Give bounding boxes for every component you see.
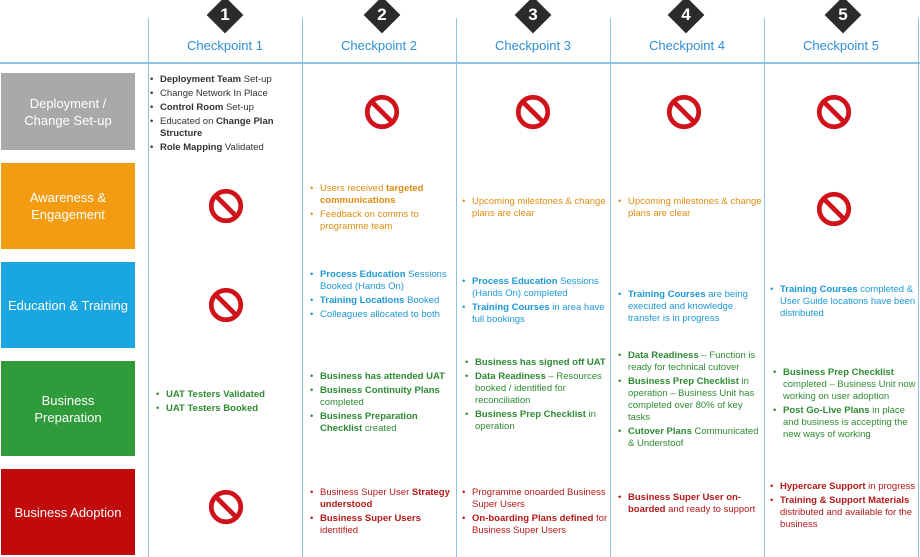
- bullet-emphasis: Data Readiness: [475, 371, 546, 382]
- bullet-text: Users received: [320, 183, 386, 194]
- bullet-text: – Resources booked / identified for reconciliation: [475, 371, 602, 406]
- cell-adoption-cp4: [618, 492, 762, 518]
- bullet-item: [618, 492, 762, 516]
- bullet-emphasis: Cutover Plans: [628, 426, 692, 437]
- bullet-emphasis: Business Continuity Plans: [320, 385, 440, 396]
- checkpoint-number: 4: [681, 5, 691, 24]
- cell-preparation-cp2: [310, 371, 456, 437]
- bullet-item: [156, 389, 302, 401]
- cell-adoption-cp2: [310, 487, 456, 539]
- bullet-list: [770, 481, 916, 531]
- bullet-text: Upcoming milestones & change plans are clear: [628, 196, 762, 219]
- bullet-list: [310, 183, 456, 233]
- bullet-list: [773, 367, 916, 441]
- bullet-emphasis: Business Super Users: [320, 513, 421, 524]
- column-divider: [148, 18, 149, 557]
- bullet-item: [150, 102, 300, 114]
- bullet-item: [310, 209, 456, 233]
- bullet-emphasis: UAT Testers Validated: [166, 389, 265, 400]
- cell-preparation-cp4: [618, 350, 762, 452]
- bullet-item: [770, 481, 916, 493]
- bullet-list: [310, 371, 456, 435]
- bullet-list: [310, 269, 456, 321]
- bullet-item: [618, 350, 762, 374]
- bullet-item: [310, 371, 456, 383]
- row-label-business-preparation: Business Preparation: [1, 361, 135, 456]
- cell-preparation-cp3: [465, 357, 608, 435]
- bullet-item: [310, 487, 456, 511]
- bullet-text: Sessions (Hands On) completed: [472, 276, 599, 299]
- checkpoint-number: 3: [528, 5, 538, 24]
- checkpoint-title: Checkpoint 4: [649, 38, 725, 53]
- bullet-text: Change Network In Place: [160, 88, 268, 99]
- bullet-emphasis: targeted communications: [320, 183, 424, 206]
- bullet-list: [310, 487, 456, 537]
- bullet-text: in area have full bookings: [472, 302, 605, 325]
- bullet-item: [310, 295, 456, 307]
- bullet-text: Feedback on comms to programme team: [320, 209, 419, 232]
- cell-preparation-cp5: [773, 367, 916, 443]
- cell-preparation-cp1: [156, 389, 302, 417]
- bullet-text: in operation: [475, 409, 596, 432]
- bullet-item: [770, 495, 916, 531]
- cell-awareness-cp2: [310, 183, 456, 235]
- bullet-emphasis: Business Prep Checklist: [628, 376, 739, 387]
- bullet-emphasis: Strategy understood: [320, 487, 450, 510]
- bullet-item: [773, 405, 916, 441]
- bullet-emphasis: Process Education: [472, 276, 558, 287]
- bullet-text: for Business Super Users: [472, 513, 608, 536]
- checkpoint-number: 2: [377, 5, 387, 24]
- bullet-emphasis: On-boarding Plans defined: [472, 513, 594, 524]
- bullet-text: Communicated & Understoof: [628, 426, 759, 449]
- prohibited-icon: [815, 190, 853, 228]
- bullet-emphasis: Business Preparation Checklist: [320, 411, 418, 434]
- bullet-emphasis: UAT Testers Booked: [166, 403, 259, 414]
- bullet-item: [150, 74, 300, 86]
- bullet-item: [150, 142, 300, 154]
- bullet-item: [462, 196, 608, 220]
- bullet-text: Programme onoarded Business Super Users: [472, 487, 606, 510]
- checkpoint-title: Checkpoint 3: [495, 38, 571, 53]
- bullet-text: Booked: [404, 295, 440, 306]
- bullet-emphasis: Business Prep Checklist: [783, 367, 894, 378]
- bullet-emphasis: Data Readiness: [628, 350, 699, 361]
- bullet-item: [150, 88, 300, 100]
- bullet-list: [618, 196, 762, 220]
- bullet-emphasis: Role Mapping: [160, 142, 223, 153]
- bullet-item: [462, 302, 608, 326]
- bullet-emphasis: Business has signed off UAT: [475, 357, 606, 368]
- bullet-item: [465, 357, 608, 369]
- column-divider: [610, 18, 611, 557]
- bullet-item: [310, 513, 456, 537]
- prohibited-icon: [207, 488, 245, 526]
- bullet-text: Upcoming milestones & change plans are clear: [472, 196, 606, 219]
- bullet-item: [462, 276, 608, 300]
- bullet-item: [310, 385, 456, 409]
- prohibited-icon: [363, 93, 401, 131]
- column-divider: [302, 18, 303, 557]
- cell-adoption-cp5: [770, 481, 916, 533]
- bullet-text: Set-up: [241, 74, 272, 85]
- bullet-item: [310, 309, 456, 321]
- column-divider: [764, 18, 765, 557]
- bullet-emphasis: Business Prep Checklist: [475, 409, 586, 420]
- bullet-text: created: [362, 423, 397, 434]
- bullet-emphasis: Training & Support Materials: [780, 495, 910, 506]
- bullet-emphasis: Training Courses: [780, 284, 858, 295]
- bullet-text: completed: [320, 397, 364, 408]
- bullet-text: Educated on: [160, 116, 216, 127]
- bullet-list: [465, 357, 608, 433]
- cell-education-cp3: [462, 276, 608, 328]
- bullet-text: and ready to support: [665, 504, 756, 515]
- bullet-text: are being executed and knowledge transfer is in progress: [628, 289, 748, 324]
- bullet-list: [462, 276, 608, 326]
- bullet-text: completed & User Guide locations have been distributed: [780, 284, 916, 319]
- cell-deployment-cp1: [150, 74, 300, 156]
- cell-education-cp2: [310, 269, 456, 323]
- bullet-item: [156, 403, 302, 415]
- bullet-emphasis: Change Plan Structure: [160, 116, 274, 139]
- bullet-emphasis: Training Locations: [320, 295, 405, 306]
- column-divider: [918, 18, 919, 557]
- bullet-emphasis: Training Courses: [628, 289, 706, 300]
- checkpoint-title: Checkpoint 2: [341, 38, 417, 53]
- bullet-item: [310, 183, 456, 207]
- bullet-item: [773, 367, 916, 403]
- cell-awareness-cp3: [462, 196, 608, 222]
- bullet-text: in place and business is accepting the new ways of working: [783, 405, 908, 440]
- bullet-item: [618, 376, 762, 424]
- bullet-emphasis: Post Go-Live Plans: [783, 405, 870, 416]
- row-label-deployment: Deployment / Change Set-up: [1, 73, 135, 150]
- bullet-list: [156, 389, 302, 415]
- checkpoint-number: 5: [838, 5, 848, 24]
- bullet-list: [618, 350, 762, 450]
- bullet-text: – Function is ready for technical cutover: [628, 350, 756, 373]
- bullet-item: [465, 409, 608, 433]
- bullet-text: distributed and available for the business: [780, 507, 913, 530]
- row-label-awareness: Awareness & Engagement: [1, 163, 135, 249]
- bullet-text: Sessions Booked (Hands On): [320, 269, 447, 292]
- bullet-text: Business Super User: [320, 487, 412, 498]
- prohibited-icon: [815, 93, 853, 131]
- bullet-item: [310, 411, 456, 435]
- header-divider: [0, 62, 920, 64]
- bullet-item: [618, 196, 762, 220]
- cell-adoption-cp3: [462, 487, 608, 539]
- prohibited-icon: [207, 187, 245, 225]
- bullet-item: [770, 284, 916, 320]
- prohibited-icon: [207, 286, 245, 324]
- bullet-list: [618, 289, 762, 325]
- bullet-list: [150, 74, 300, 154]
- bullet-list: [618, 492, 762, 516]
- bullet-item: [618, 289, 762, 325]
- bullet-emphasis: Process Education: [320, 269, 406, 280]
- cell-education-cp4: [618, 289, 762, 327]
- checkpoint-number: 1: [220, 5, 230, 24]
- bullet-emphasis: Business has attended UAT: [320, 371, 445, 382]
- bullet-text: Validated: [222, 142, 264, 153]
- column-divider: [456, 18, 457, 557]
- bullet-item: [150, 116, 300, 140]
- bullet-item: [462, 487, 608, 511]
- bullet-emphasis: Hypercare Support: [780, 481, 866, 492]
- bullet-text: completed – Business Unit now working on user adoption: [783, 379, 916, 402]
- bullet-text: identified: [320, 525, 359, 536]
- bullet-list: [770, 284, 916, 320]
- bullet-list: [462, 487, 608, 537]
- prohibited-icon: [514, 93, 552, 131]
- row-label-business-adoption: Business Adoption: [1, 469, 135, 555]
- bullet-emphasis: Training Courses: [472, 302, 550, 313]
- checkpoint-title: Checkpoint 5: [803, 38, 879, 53]
- bullet-emphasis: Deployment Team: [160, 74, 242, 85]
- cell-awareness-cp4: [618, 196, 762, 222]
- bullet-item: [462, 513, 608, 537]
- bullet-emphasis: Control Room: [160, 102, 224, 113]
- bullet-text: in progress: [865, 481, 916, 492]
- prohibited-icon: [665, 93, 703, 131]
- checkpoint-title: Checkpoint 1: [187, 38, 263, 53]
- bullet-list: [462, 196, 608, 220]
- bullet-text: in operation – Business Unit has completed over 80% of key tasks: [628, 376, 755, 423]
- bullet-item: [618, 426, 762, 450]
- bullet-item: [310, 269, 456, 293]
- cell-education-cp5: [770, 284, 916, 322]
- bullet-text: Set-up: [223, 102, 254, 113]
- row-label-education: Education & Training: [1, 262, 135, 348]
- bullet-emphasis: Business Super User on-boarded: [628, 492, 741, 515]
- bullet-item: [465, 371, 608, 407]
- bullet-text: Colleagues allocated to both: [320, 309, 440, 320]
